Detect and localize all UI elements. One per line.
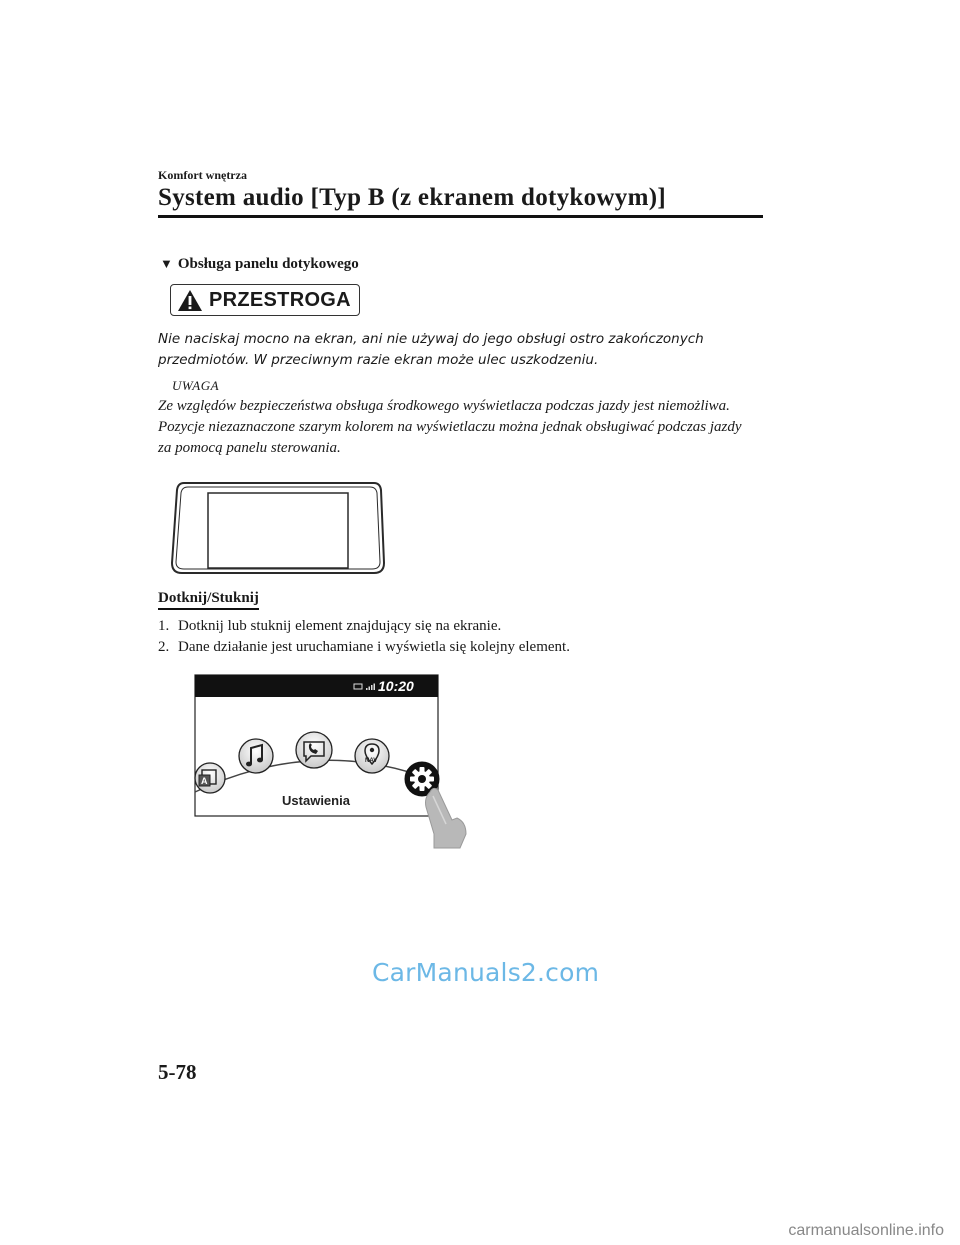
touch-screen-illustration (190, 674, 480, 854)
applications-icon (195, 763, 225, 793)
note-text: Ze względów bezpieczeństwa obsługa środkowego wyświetlacza podczas jazdy jest niemożliwa. Pozycje niezaznaczone szarym kolorem na wyświetlaczu można jednak obsługiwać podczas jazdy za pomocą panelu sterowania. (158, 398, 742, 456)
caution-box (170, 284, 360, 316)
phone-icon (296, 732, 332, 768)
nav-badge: NAV (365, 758, 378, 764)
subsection-heading (160, 256, 359, 273)
step-number: 2. (158, 639, 170, 655)
section-label: Komfort wnętrza (158, 168, 247, 182)
watermark: CarManuals2.com (372, 958, 600, 987)
step-number: 1. (158, 618, 170, 634)
page-title: System audio [Typ B (z ekranem dotykowym)] (158, 184, 666, 211)
steps-list (158, 616, 570, 658)
caution-text: Nie naciskaj mocno na ekran, ani nie używaj do jego obsługi ostro zakończonych przedmiotów. W przeciwnym razie ekran może ulec uszkodzeniu. (158, 331, 704, 368)
caution-label: PRZESTROGA (209, 288, 351, 311)
clock-time: 10:20 (378, 678, 414, 694)
warning-icon (177, 289, 203, 312)
note-heading: UWAGA (172, 378, 220, 393)
title-rule (158, 215, 763, 218)
music-note-icon (239, 739, 273, 773)
navigation-icon (355, 739, 389, 773)
tap-heading: Dotknij/Stuknij (158, 590, 259, 610)
app-badge: A (201, 776, 208, 786)
step-text: Dotknij lub stuknij element znajdujący się na ekranie. (178, 618, 502, 634)
list-item (158, 616, 570, 637)
hand-pointer-icon (426, 788, 467, 848)
subsection-title: Obsługa panelu dotykowego (177, 256, 359, 272)
list-item (158, 637, 570, 658)
triangle-marker-icon: ▼ (160, 256, 173, 271)
settings-label: Ustawienia (282, 793, 350, 808)
page-number: 5-78 (158, 1060, 197, 1084)
center-display-illustration (168, 478, 388, 583)
footer-site-label: carmanualsonline.info (788, 1222, 944, 1239)
step-text: Dane działanie jest uruchamiane i wyświetla się kolejny element. (178, 639, 570, 655)
